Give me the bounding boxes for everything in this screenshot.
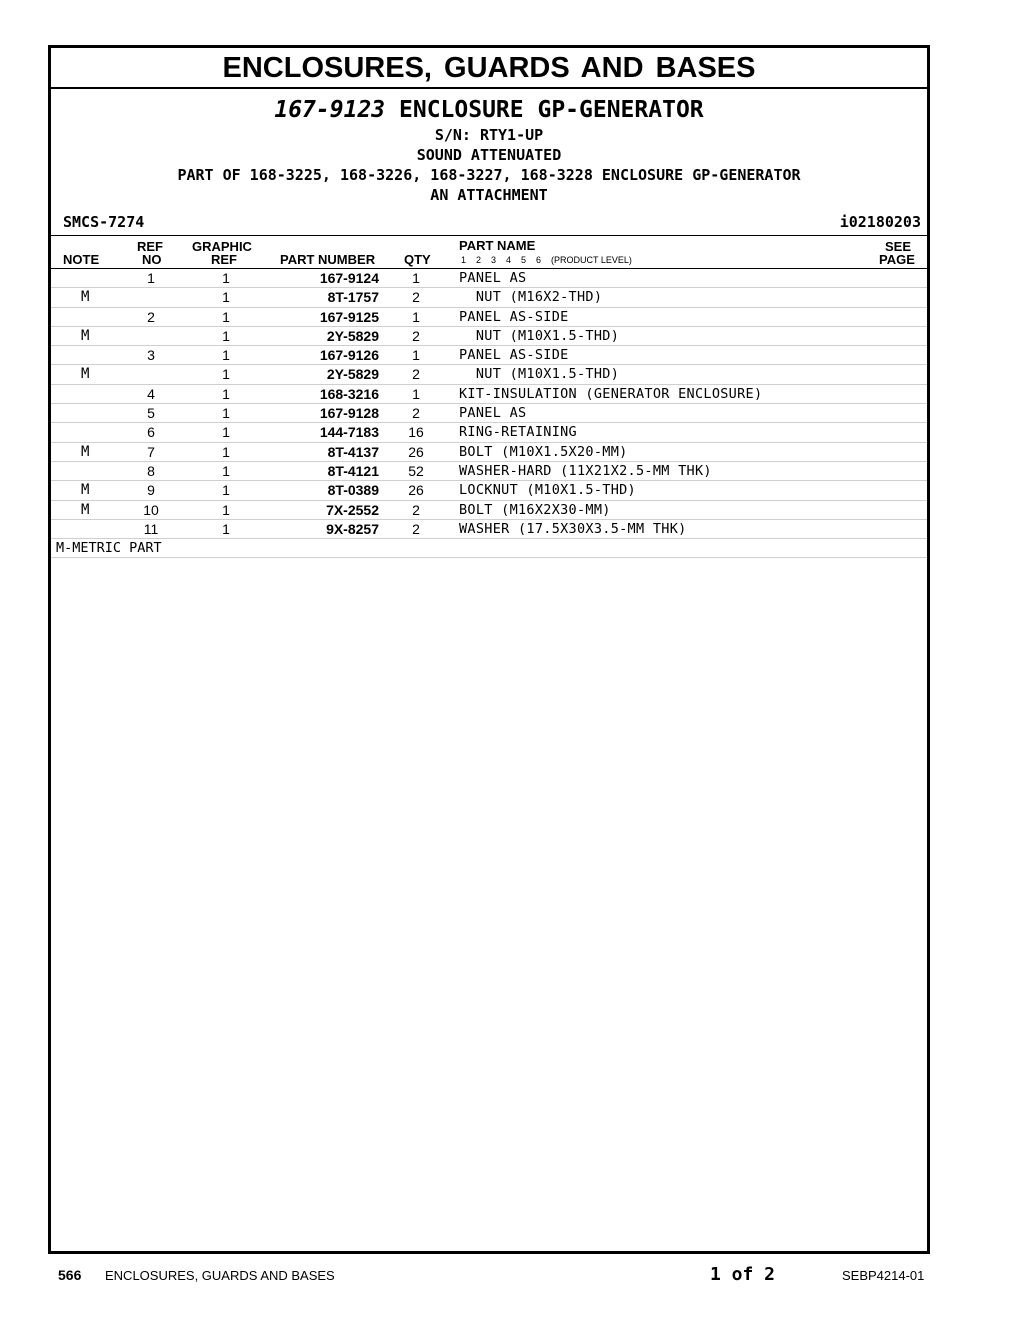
row-qty: 2 xyxy=(412,289,420,306)
row-qty: 1 xyxy=(412,308,420,325)
metric-footnote: M-METRIC PART xyxy=(56,540,162,557)
row-note: M xyxy=(81,501,90,518)
row-graphic-ref: 1 xyxy=(222,308,230,325)
row-part-name: PANEL AS xyxy=(459,270,527,286)
table-row xyxy=(51,365,927,384)
row-qty: 16 xyxy=(408,424,424,441)
row-graphic-ref: 1 xyxy=(222,270,230,286)
row-part-number: 167-9126 xyxy=(319,347,379,364)
row-ref-no: 8 xyxy=(147,462,155,479)
row-qty: 2 xyxy=(412,520,420,537)
row-part-name: RING-RETAINING xyxy=(459,424,577,441)
row-ref-no: 1 xyxy=(147,270,155,286)
table-row xyxy=(51,423,927,442)
row-part-name: NUT (M10X1.5-THD) xyxy=(459,327,620,344)
row-graphic-ref: 1 xyxy=(222,443,230,460)
row-part-name: PANEL AS-SIDE xyxy=(459,308,569,325)
column-headers xyxy=(51,236,927,269)
row-note: M xyxy=(81,289,90,306)
col-part-number: PART NUMBER xyxy=(280,252,376,267)
row-qty: 52 xyxy=(408,462,424,479)
table-row xyxy=(51,501,927,520)
row-qty: 26 xyxy=(408,443,424,460)
col-graphic-top: GRAPHIC xyxy=(192,239,252,254)
table-row xyxy=(51,288,927,307)
col-product-levels: 1 2 3 4 5 6 (PRODUCT LEVEL) xyxy=(461,255,632,265)
row-part-number: 2Y-5829 xyxy=(326,327,379,344)
page-number: 566 xyxy=(58,1267,82,1283)
row-graphic-ref: 1 xyxy=(222,366,230,383)
row-graphic-ref: 1 xyxy=(222,347,230,364)
parts-list xyxy=(51,269,927,539)
sheet-header xyxy=(51,95,927,205)
col-ref-top: REF xyxy=(137,239,163,254)
row-part-name: NUT (M10X1.5-THD) xyxy=(459,366,620,383)
table-row xyxy=(51,308,927,327)
subtitle: SOUND ATTENUATED xyxy=(416,146,562,164)
row-part-number: 167-9128 xyxy=(319,405,379,422)
row-part-name: KIT-INSULATION (GENERATOR ENCLOSURE) xyxy=(459,385,763,402)
row-qty: 1 xyxy=(412,385,420,402)
smcs-code: SMCS-7274 xyxy=(63,213,145,231)
part-of-line: PART OF 168-3225, 168-3226, 168-3227, 168-3228 ENCLOSURE GP-GENERATOR xyxy=(177,166,801,184)
table-row xyxy=(51,462,927,481)
illustration-id: i02180203 xyxy=(839,213,921,231)
row-part-number: 8T-4137 xyxy=(327,443,379,460)
group-part-title: ENCLOSURE GP-GENERATOR xyxy=(399,97,704,123)
row-graphic-ref: 1 xyxy=(222,289,230,306)
col-part-name: PART NAME xyxy=(459,238,536,253)
row-part-number: 2Y-5829 xyxy=(326,366,379,383)
col-graphic-bottom: REF xyxy=(211,252,237,267)
row-part-name: BOLT (M16X2X30-MM) xyxy=(459,501,611,518)
row-note: M xyxy=(81,482,90,499)
row-graphic-ref: 1 xyxy=(222,424,230,441)
row-ref-no: 3 xyxy=(147,347,155,364)
row-qty: 2 xyxy=(412,405,420,422)
row-part-number: 9X-8257 xyxy=(326,520,379,537)
row-graphic-ref: 1 xyxy=(222,520,230,537)
col-note: NOTE xyxy=(63,252,100,267)
serial-range: S/N: RTY1-UP xyxy=(434,126,544,144)
row-graphic-ref: 1 xyxy=(222,385,230,402)
row-graphic-ref: 1 xyxy=(222,482,230,499)
row-part-name: BOLT (M10X1.5X20-MM) xyxy=(459,443,628,460)
footnote-row xyxy=(51,539,927,558)
row-ref-no: 9 xyxy=(147,482,155,499)
row-ref-no: 11 xyxy=(143,520,159,537)
table-row xyxy=(51,327,927,346)
col-see-top: SEE xyxy=(885,239,912,254)
row-part-name: PANEL AS xyxy=(459,405,527,422)
footer-section: ENCLOSURES, GUARDS AND BASES xyxy=(105,1268,335,1283)
section-banner: ENCLOSURES, GUARDS AND BASES xyxy=(51,48,927,89)
row-note: M xyxy=(81,443,90,460)
row-part-number: 144-7183 xyxy=(319,424,379,441)
row-ref-no: 4 xyxy=(147,385,155,402)
row-part-number: 8T-4121 xyxy=(327,462,379,479)
row-qty: 1 xyxy=(412,270,420,286)
col-see-bottom: PAGE xyxy=(879,252,915,267)
page-of: 1 of 2 xyxy=(710,1264,776,1285)
row-graphic-ref: 1 xyxy=(222,501,230,518)
table-row xyxy=(51,481,927,500)
table-row xyxy=(51,520,927,539)
smcs-row xyxy=(51,211,927,236)
col-qty: QTY xyxy=(404,252,431,267)
row-ref-no: 10 xyxy=(143,501,159,518)
row-ref-no: 6 xyxy=(147,424,155,441)
row-ref-no: 5 xyxy=(147,405,155,422)
row-part-number: 8T-0389 xyxy=(327,482,379,499)
table-row xyxy=(51,346,927,365)
row-part-number: 167-9125 xyxy=(319,308,379,325)
row-qty: 26 xyxy=(408,482,424,499)
row-note: M xyxy=(81,366,90,383)
attachment-line: AN ATTACHMENT xyxy=(430,186,548,204)
row-part-name: NUT (M16X2-THD) xyxy=(459,289,603,306)
row-part-number: 7X-2552 xyxy=(326,501,379,518)
row-part-name: PANEL AS-SIDE xyxy=(459,347,569,364)
parts-sheet xyxy=(48,45,930,1254)
row-qty: 1 xyxy=(412,347,420,364)
table-row xyxy=(51,385,927,404)
table-row xyxy=(51,269,927,288)
row-note: M xyxy=(81,327,90,344)
col-ref-bottom: NO xyxy=(142,252,162,267)
row-ref-no: 2 xyxy=(147,308,155,325)
row-part-number: 8T-1757 xyxy=(327,289,379,306)
table-row xyxy=(51,404,927,423)
group-part-number: 167-9123 xyxy=(274,97,386,123)
row-ref-no: 7 xyxy=(147,443,155,460)
group-title xyxy=(51,95,927,125)
row-qty: 2 xyxy=(412,501,420,518)
row-part-name: WASHER-HARD (11X21X2.5-MM THK) xyxy=(459,462,712,479)
document-id: SEBP4214-01 xyxy=(842,1268,925,1283)
row-part-name: LOCKNUT (M10X1.5-THD) xyxy=(459,482,636,499)
page-footer xyxy=(0,1264,1020,1288)
row-qty: 2 xyxy=(412,327,420,344)
table-row xyxy=(51,443,927,462)
row-part-name: WASHER (17.5X30X3.5-MM THK) xyxy=(459,520,687,537)
row-graphic-ref: 1 xyxy=(222,327,230,344)
row-graphic-ref: 1 xyxy=(222,462,230,479)
row-graphic-ref: 1 xyxy=(222,405,230,422)
row-part-number: 167-9124 xyxy=(319,270,379,286)
row-part-number: 168-3216 xyxy=(319,385,379,402)
row-qty: 2 xyxy=(412,366,420,383)
